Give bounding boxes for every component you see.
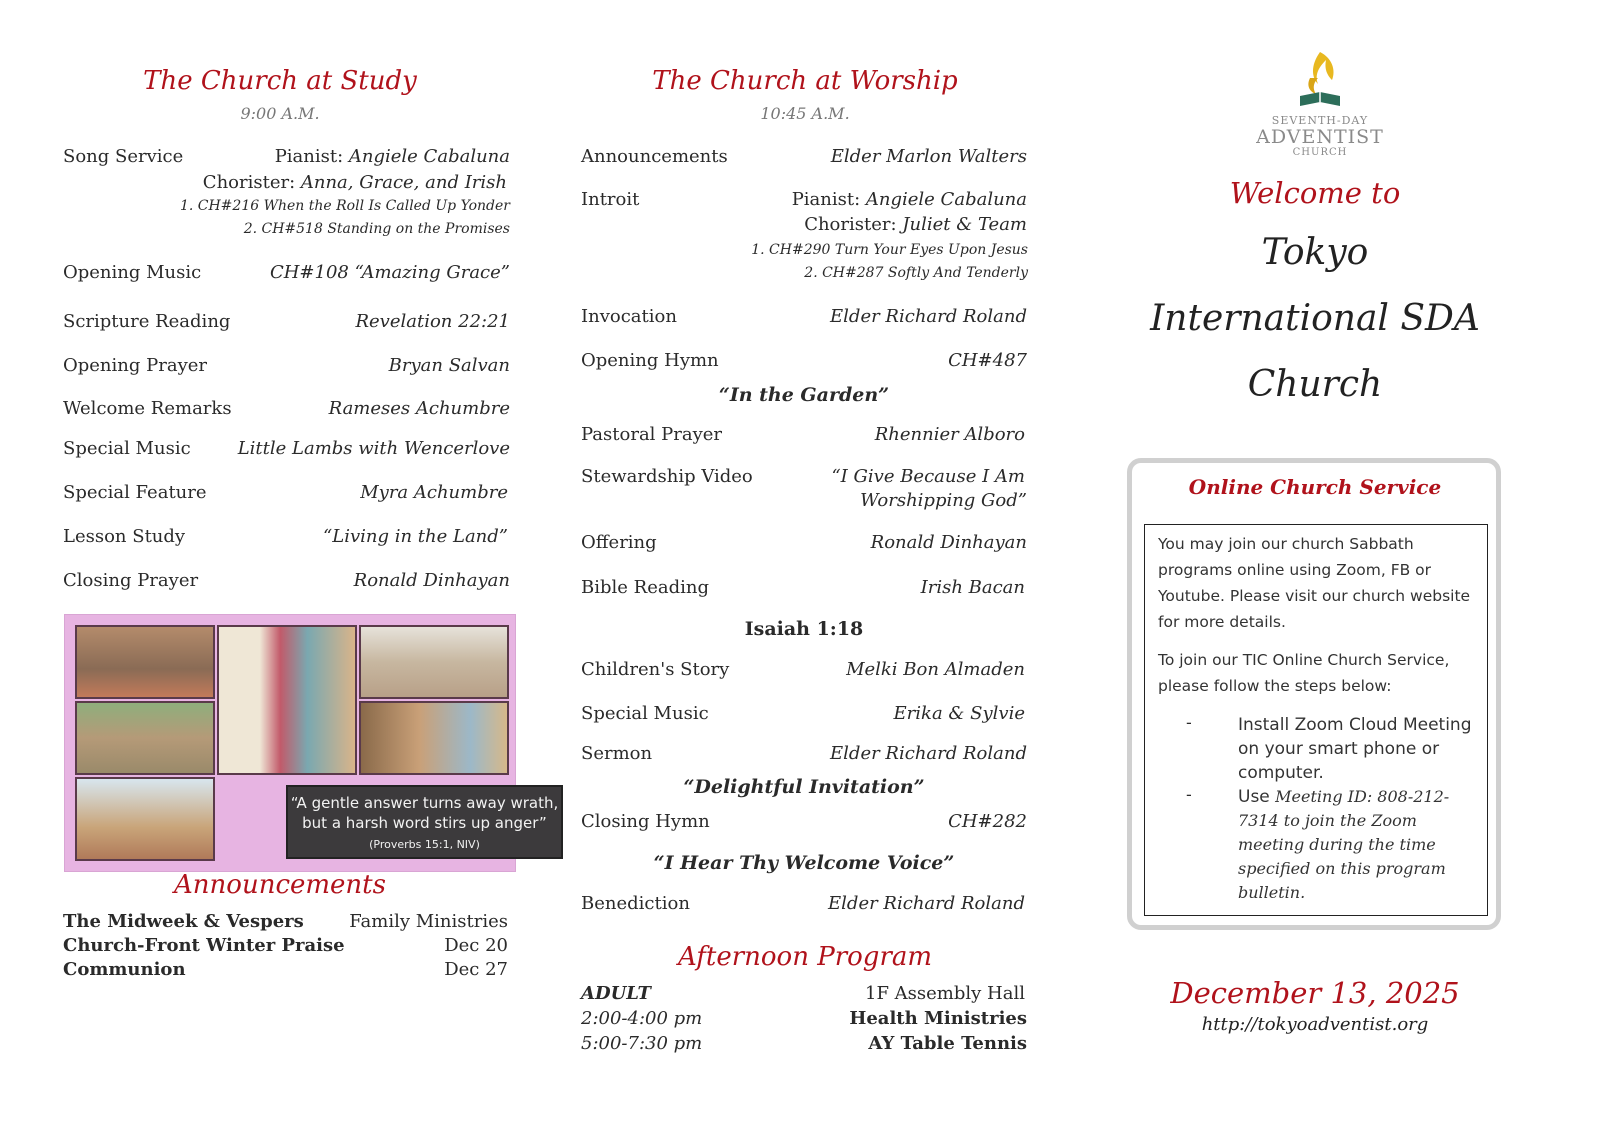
welcome-text: Welcome to: [1229, 176, 1401, 210]
flame-bible-icon: [1240, 48, 1400, 110]
online-paragraph-2: To join our TIC Online Church Service, please follow the steps below:: [1158, 651, 1450, 695]
study-title: The Church at Study: [143, 66, 417, 96]
illustration-tile: [217, 625, 357, 775]
study-hymn-1: 1. CH#216 When the Roll Is Called Up Yonder: [179, 198, 510, 214]
worship-hymn-2: 2. CH#287 Softly And Tenderly: [804, 265, 1028, 281]
worship-time: 10:45 A.M.: [760, 104, 850, 123]
worship-row-invocation: Invocation Elder Richard Roland: [581, 306, 1027, 327]
illustration-tile: [75, 777, 215, 861]
worship-row-closing-hymn: Closing Hymn CH#282: [581, 811, 1027, 832]
logo-text-adventist: ADVENTIST: [1256, 126, 1384, 148]
study-time: 9:00 A.M.: [240, 104, 320, 123]
worship-row-bible-reading: Bible Reading Irish Bacan: [581, 577, 1025, 598]
stewardship-video-line2: Worshipping God”: [860, 490, 1027, 511]
worship-row-benediction: Benediction Elder Richard Roland: [581, 893, 1025, 914]
logo-text-church: CHURCH: [1292, 147, 1348, 158]
church-website[interactable]: http://tokyoadventist.org: [1201, 1014, 1429, 1035]
illustration-tile: [75, 625, 215, 699]
illustration-tile: [75, 701, 215, 775]
study-hymn-2: 2. CH#518 Standing on the Promises: [243, 221, 510, 237]
worship-chorister: Chorister: Juliet & Team: [804, 214, 1027, 235]
bible-passage: Isaiah 1:18: [744, 618, 864, 640]
sda-logo: [1240, 48, 1400, 160]
worship-row-opening-hymn: Opening Hymn CH#487: [581, 350, 1027, 371]
worship-row-stewardship: Stewardship Video “I Give Because I Am: [581, 466, 1025, 487]
study-row-song-service: [63, 146, 510, 170]
lesson-illustration: [64, 614, 559, 872]
worship-row-announcements: Announcements Elder Marlon Walters: [581, 146, 1027, 167]
illustration-tile: [359, 625, 509, 699]
study-row-special-music: Special Music Little Lambs with Wencerlove: [63, 438, 510, 459]
worship-row-offering: Offering Ronald Dinhayan: [581, 532, 1027, 553]
logo-text-seventh-day: SEVENTH-DAY: [1271, 114, 1369, 127]
announcements-title: Announcements: [174, 870, 386, 900]
announcement-row: Communion Dec 27: [63, 959, 508, 980]
worship-row-pastoral-prayer: Pastoral Prayer Rhennier Alboro: [581, 424, 1025, 445]
worship-title: The Church at Worship: [652, 66, 958, 96]
afternoon-title: Afternoon Program: [677, 942, 933, 972]
afternoon-row: ADULT 1F Assembly Hall: [581, 983, 1025, 1004]
row-value: Pianist: Angiele Cabaluna: [274, 146, 510, 167]
study-row-lesson: Lesson Study “Living in the Land”: [63, 526, 508, 547]
row-label: Song Service: [63, 146, 184, 167]
afternoon-row: 5:00-7:30 pm AY Table Tennis: [581, 1033, 1027, 1054]
online-paragraph-1: You may join our church Sabbath programs online using Zoom, FB or Youtube. Please visit our church website for more details.: [1158, 535, 1471, 631]
announcement-row: The Midweek & Vespers Family Ministries: [63, 911, 508, 932]
worship-hymn-1: 1. CH#290 Turn Your Eyes Upon Jesus: [751, 242, 1028, 258]
online-service-box: You may join our church Sabbath programs online using Zoom, FB or Youtube. Please visit our church website for more details. To join our TIC Online Church Service, please follow the steps below: - Install Zoom Cloud Meeting on your smart phone or computer. - Use Meeting ID: 808-212-7314 to join the Zoom meeting during the time specified on this program bulletin.: [1144, 524, 1488, 916]
church-name-line3: Church: [1247, 364, 1383, 405]
study-row-welcome: Welcome Remarks Rameses Achumbre: [63, 398, 510, 419]
opening-hymn-title: “In the Garden”: [718, 384, 890, 406]
illustration-quote: “A gentle answer turns away wrath, but a harsh word stirs up anger” (Proverbs 15:1, NIV): [286, 785, 563, 859]
study-row-special-feature: Special Feature Myra Achumbre: [63, 482, 508, 503]
service-date: December 13, 2025: [1170, 976, 1460, 1010]
illustration-tile: [359, 701, 509, 775]
worship-row-sermon: Sermon Elder Richard Roland: [581, 743, 1027, 764]
study-chorister: Chorister: Anna, Grace, and Irish: [202, 172, 507, 193]
study-row-closing-prayer: Closing Prayer Ronald Dinhayan: [63, 570, 510, 591]
closing-hymn-title: “I Hear Thy Welcome Voice”: [653, 852, 955, 874]
study-row-opening-music: Opening Music CH#108 “Amazing Grace”: [63, 262, 510, 283]
study-row-opening-prayer: Opening Prayer Bryan Salvan: [63, 355, 510, 376]
online-service-title: Online Church Service: [1188, 475, 1442, 499]
worship-row-childrens-story: Children's Story Melki Bon Almaden: [581, 659, 1025, 680]
church-name-line1: Tokyo: [1261, 232, 1369, 273]
afternoon-row: 2:00-4:00 pm Health Ministries: [581, 1008, 1027, 1029]
church-name-line2: International SDA: [1150, 298, 1480, 339]
worship-row-introit: Introit Pianist: Angiele Cabaluna: [581, 189, 1027, 210]
announcement-row: Church-Front Winter Praise Dec 20: [63, 935, 508, 956]
sermon-title: “Delightful Invitation”: [683, 776, 925, 798]
worship-row-special-music: Special Music Erika & Sylvie: [581, 703, 1025, 724]
study-row-scripture: Scripture Reading Revelation 22:21: [63, 311, 510, 332]
